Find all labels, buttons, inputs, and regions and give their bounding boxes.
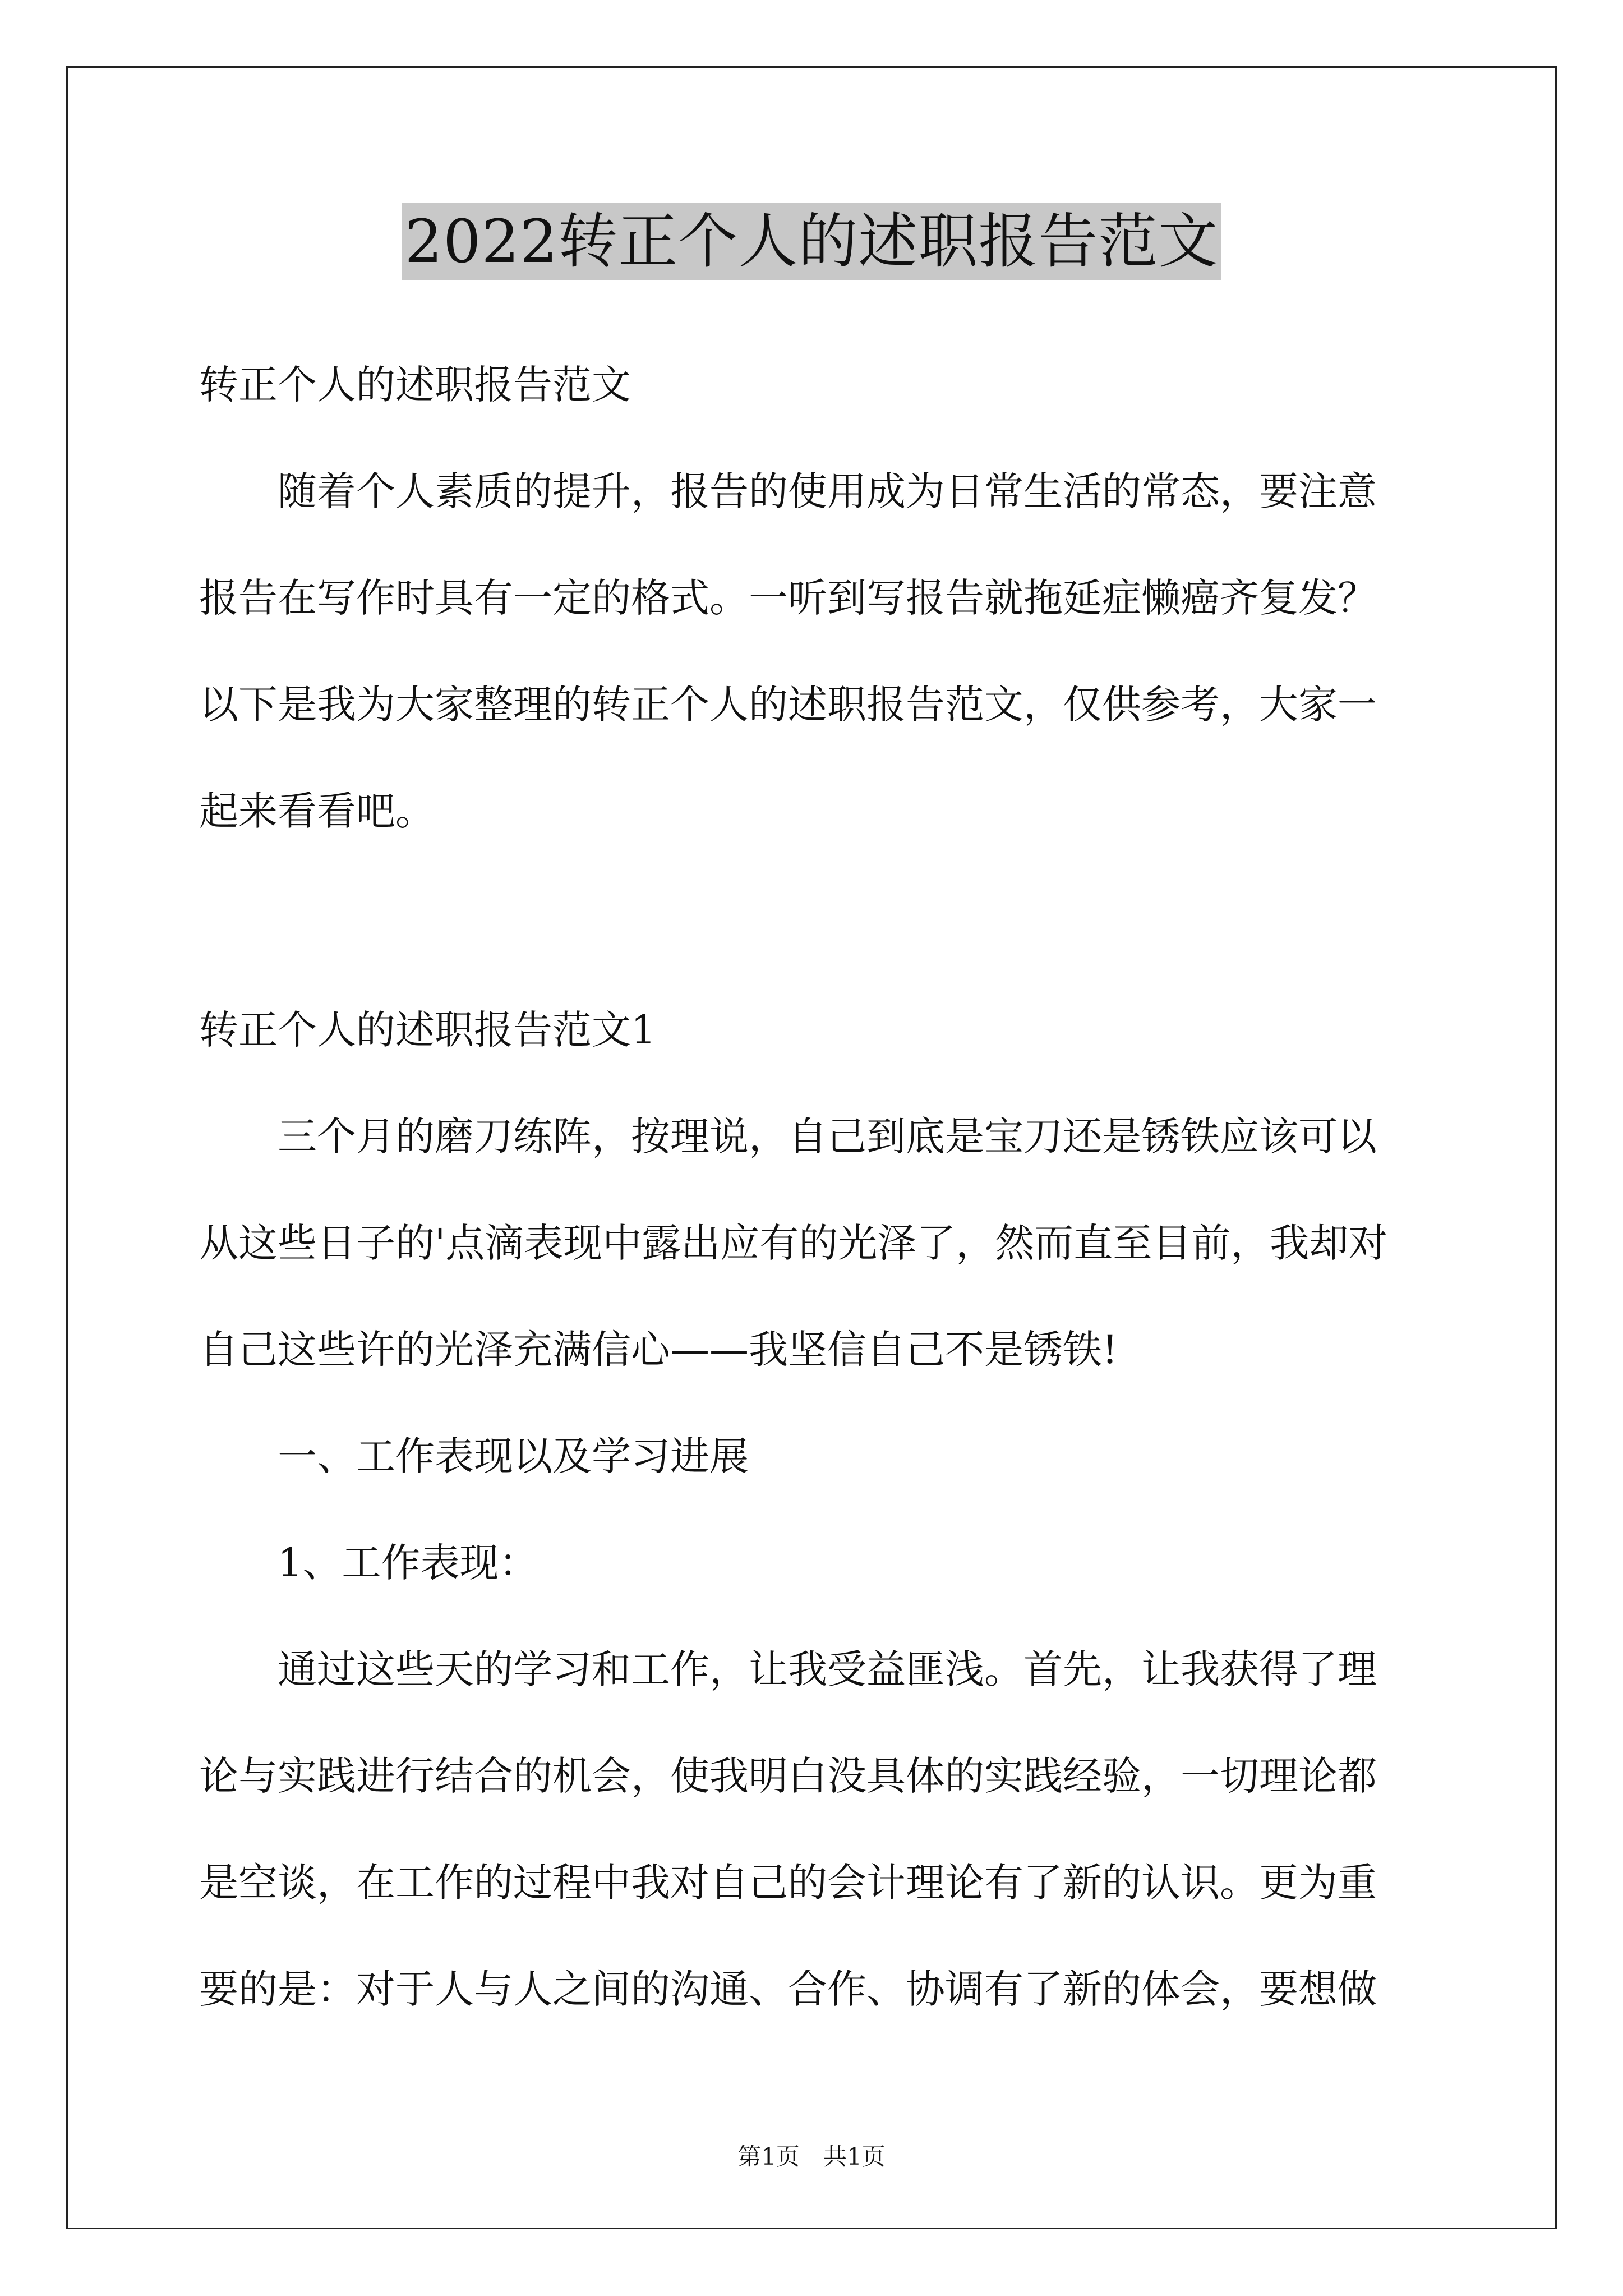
title-wrap — [0, 203, 1623, 280]
document-title: 2022转正个人的述职报告范文 — [402, 203, 1222, 280]
paragraph-line: 起来看看吧。 — [199, 788, 435, 834]
paragraph-line: 报告在写作时具有一定的格式。一听到写报告就拖延症懒癌齐复发？ — [199, 575, 1377, 621]
document-subtitle: 转正个人的述职报告范文 — [199, 362, 631, 408]
subheading: 一、工作表现以及学习进展 — [199, 1433, 749, 1479]
paragraph-line: 从这些日子的'点滴表现中露出应有的光泽了，然而直至目前，我却对 — [199, 1220, 1388, 1266]
paragraph-line: 是空谈，在工作的过程中我对自己的会计理论有了新的认识。更为重 — [199, 1860, 1377, 1906]
paragraph-line: 以下是我为大家整理的转正个人的述职报告范文，仅供参考，大家一 — [199, 682, 1377, 728]
paragraph-line: 随着个人素质的提升，报告的使用成为日常生活的常态，要注意 — [199, 468, 1377, 514]
paragraph-line: 通过这些天的学习和工作，让我受益匪浅。首先，让我获得了理 — [199, 1646, 1377, 1692]
paragraph-line: 自己这些许的光泽充满信心——我坚信自己不是锈铁! — [199, 1327, 1118, 1373]
paragraph-line: 要的是：对于人与人之间的沟通、合作、协调有了新的体会，要想做 — [199, 1966, 1377, 2012]
section-heading: 转正个人的述职报告范文1 — [199, 1007, 656, 1053]
paragraph-line: 三个月的磨刀练阵，按理说，自己到底是宝刀还是锈铁应该可以 — [199, 1114, 1377, 1159]
subheading: 1、工作表现： — [199, 1540, 538, 1586]
paragraph-line: 论与实践进行结合的机会，使我明白没具体的实践经验，一切理论都 — [199, 1753, 1377, 1799]
page-footer: 第1页 共1页 — [737, 2143, 886, 2170]
